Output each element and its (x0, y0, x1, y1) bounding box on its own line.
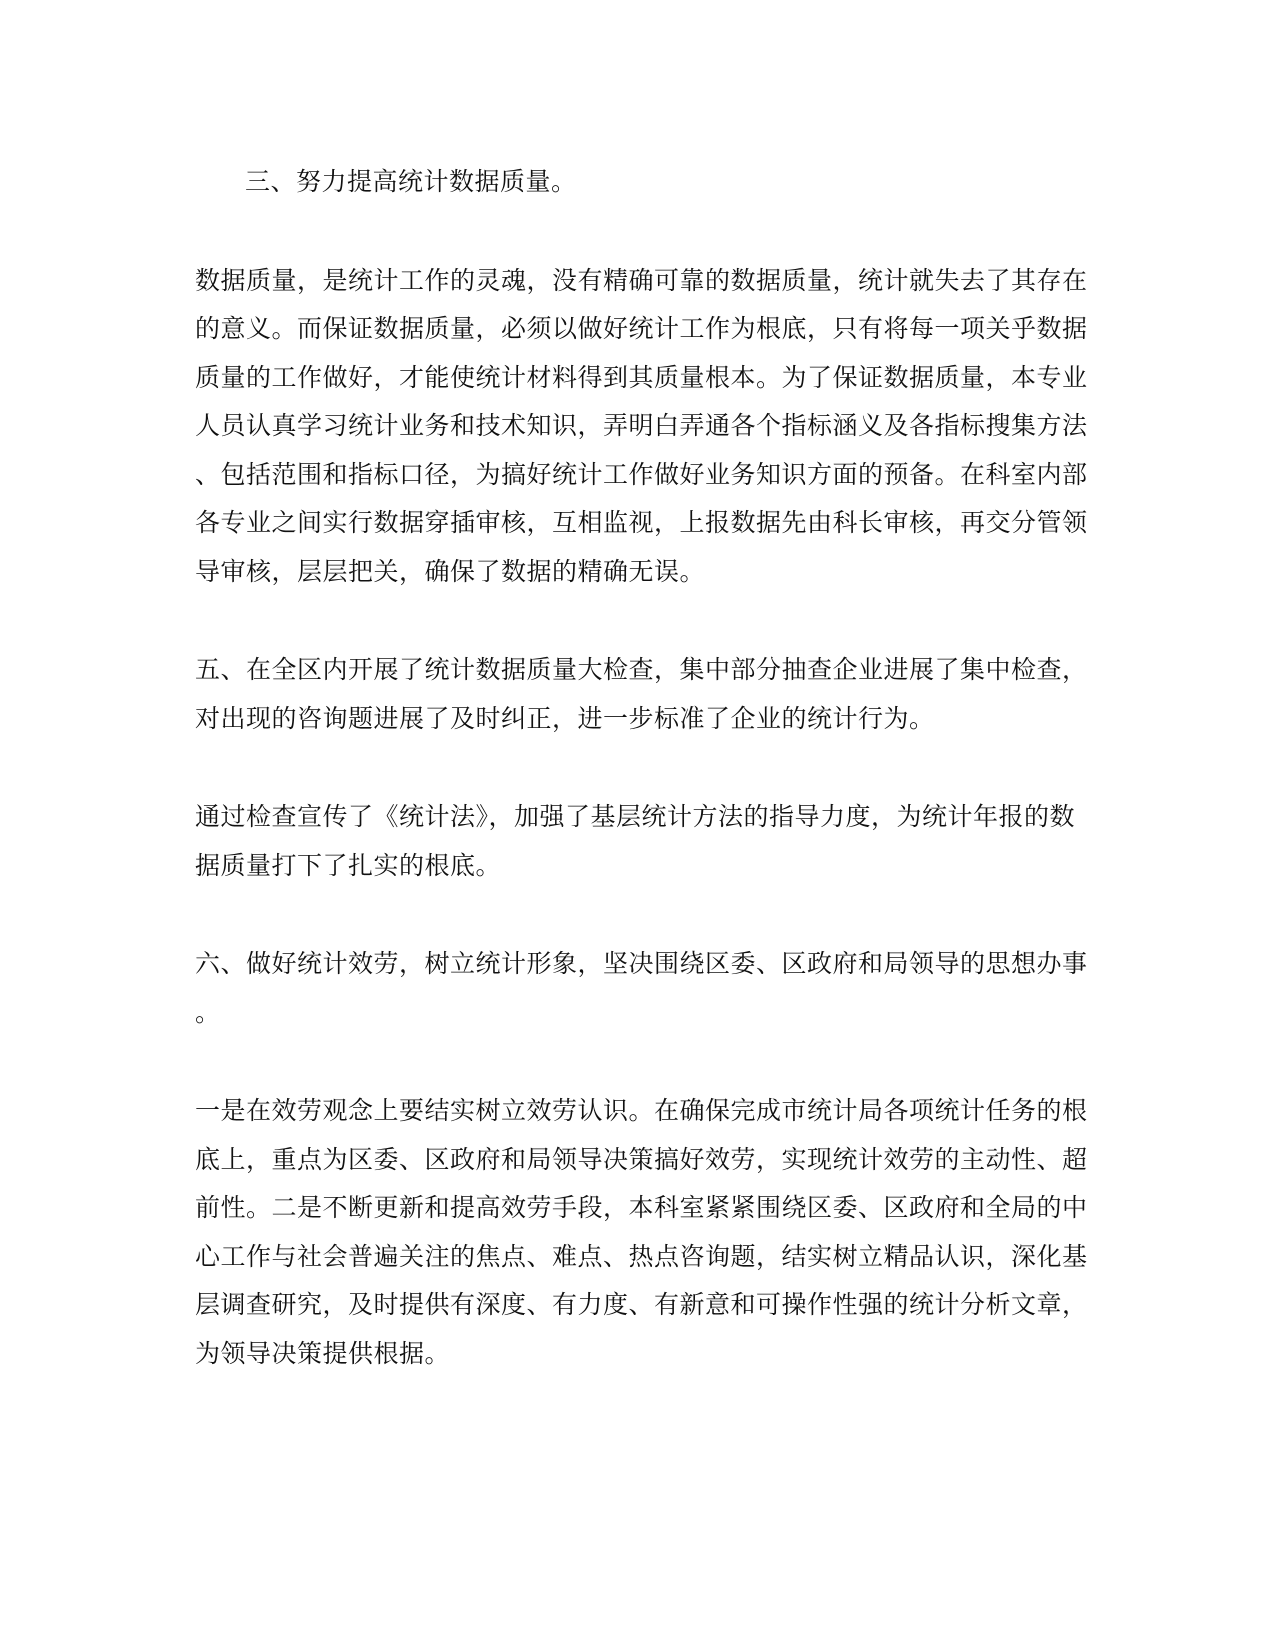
paragraph-gap (195, 743, 1075, 793)
text-line: 层调查研究，及时提供有深度、有力度、有新意和可操作性强的统计分析文章， (195, 1290, 1088, 1319)
paragraph-statistics-law (195, 793, 1075, 890)
paragraph-gap (195, 596, 1075, 646)
paragraph-section-six (195, 940, 1088, 1037)
text-line: 五、在全区内开展了统计数据质量大检查，集中部分抽查企业进展了集中检查， (195, 655, 1088, 684)
text-line: 通过检查宣传了《统计法》，加强了基层统计方法的指导力度，为统计年报的数 (195, 802, 1076, 831)
paragraph-gap (195, 1037, 1075, 1087)
text-line: 对出现的咨询题进展了及时纠正，进一步标准了企业的统计行为。 (195, 703, 935, 733)
text-line: 心工作与社会普遍关注的焦点、难点、热点咨询题，结实树立精品认识，深化基 (195, 1241, 1088, 1271)
paragraph-service-concept (195, 1087, 1088, 1378)
text-line: 数据质量，是统计工作的灵魂，没有精确可靠的数据质量，统计就失去了其存在 (195, 265, 1088, 295)
text-line: 一是在效劳观念上要结实树立效劳认识。在确保完成市统计局各项统计任务的根 (195, 1096, 1088, 1125)
text-line: 为领导决策提供根据。 (195, 1338, 451, 1368)
heading-text: 三、努力提高统计数据质量。 (245, 167, 577, 196)
document-body (195, 158, 1088, 1378)
text-line: 。 (195, 997, 221, 1027)
text-line: 据质量打下了扎实的根底。 (195, 850, 502, 880)
paragraph-data-quality (195, 257, 1088, 597)
text-line: 、包括范围和指标口径，为搞好统计工作做好业务知识方面的预备。在科室内部 (195, 459, 1088, 489)
text-line: 各专业之间实行数据穿插审核，互相监视，上报数据先由科长审核，再交分管领 (195, 508, 1088, 537)
text-line: 的意义。而保证数据质量，必须以做好统计工作为根底，只有将每一项关乎数据 (195, 314, 1088, 343)
paragraph-section-five (195, 646, 1088, 743)
text-line: 导审核，层层把关，确保了数据的精确无误。 (195, 556, 706, 586)
text-line: 前性。二是不断更新和提高效劳手段，本科室紧紧围绕区委、区政府和全局的中 (195, 1193, 1088, 1222)
text-line: 底上，重点为区委、区政府和局领导决策搞好效劳，实现统计效劳的主动性、超 (195, 1144, 1088, 1174)
text-line: 人员认真学习统计业务和技术知识，弄明白弄通各个指标涵义及各指标搜集方法 (195, 411, 1088, 440)
text-line: 质量的工作做好，才能使统计材料得到其质量根本。为了保证数据质量，本专业 (195, 362, 1088, 392)
paragraph-gap (195, 207, 1075, 257)
paragraph-gap (195, 890, 1075, 940)
section-heading (195, 158, 1075, 207)
text-line: 六、做好统计效劳，树立统计形象，坚决围绕区委、区政府和局领导的思想办事 (195, 949, 1088, 978)
